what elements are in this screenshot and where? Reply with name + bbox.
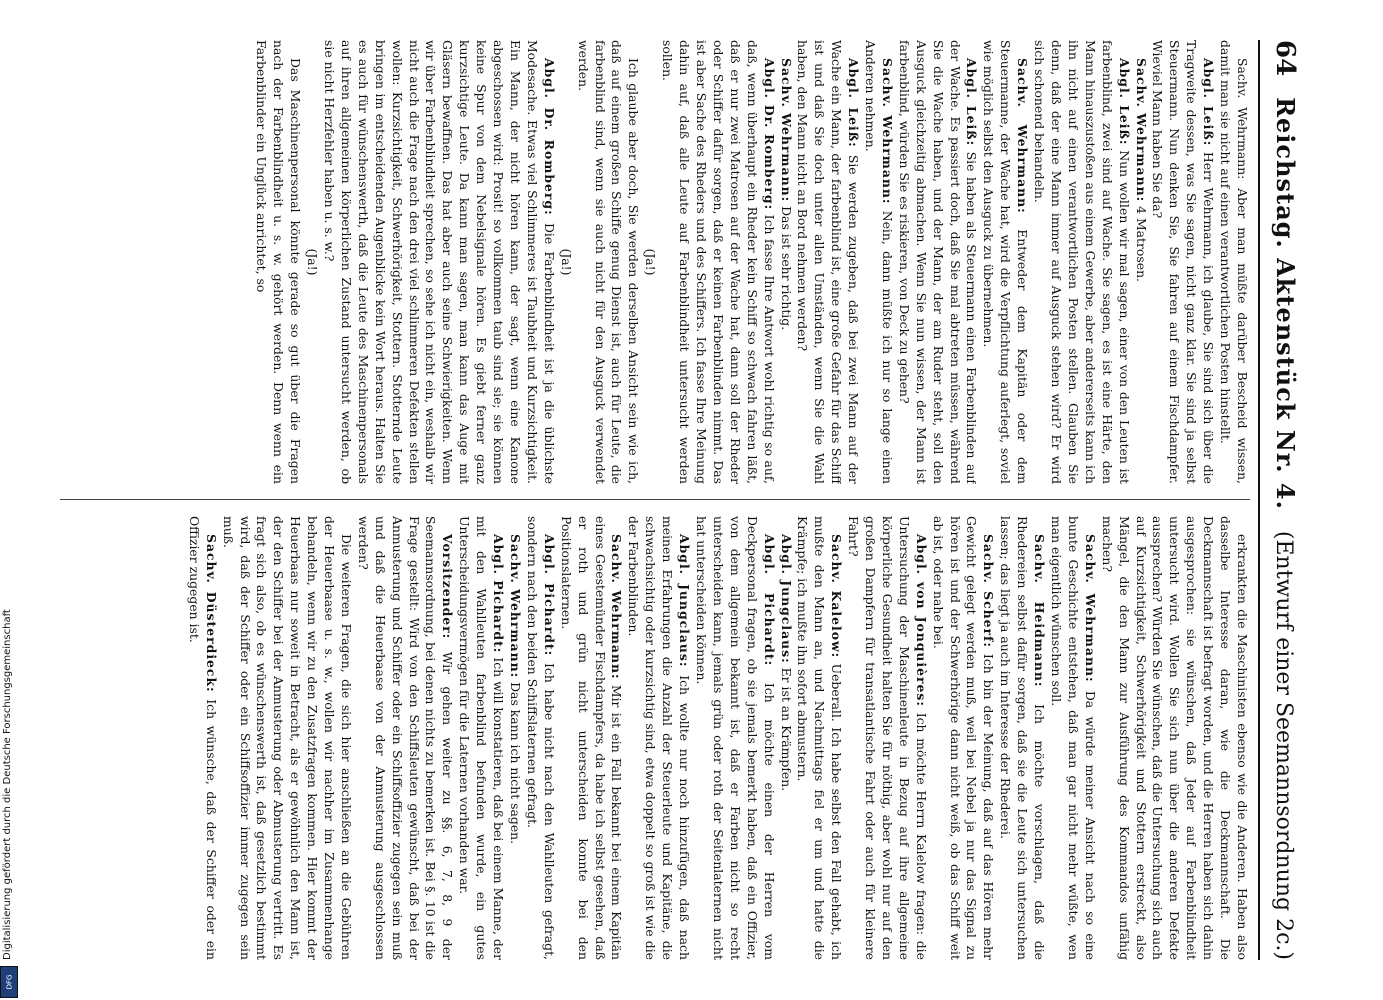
paragraph-text: Die Farbenblindheit ist ja die üblichste Modesache. Etwas viel Schlimmeres ist Taubheit und Kurzsichtigkeit. Ein Mann, der nicht hören kann, der sagt, wenn eine Kanone abgeschossen wird: Prosit! so vollkommen taub sind sie; sie können keine Spur von dem Nebelsignale hören. Es giebt ferner ganz kurzsichtige Leute. Da kann man sagen, man kann das Auge mit Gläsern bewaffnen. Das hat aber auch seine Schwierigkeiten. Wenn wir über Farbenblindheit sprechen, so sehe ich nicht ein, weshalb wir nicht auch die Frage nach den drei viel schlimmeren Defekten stellen wollen: Kurzsichtigkeit, Schwerhörigkeit, Stottern. Stotternde Leute bringen im entscheidenden Augenblicke kein Wort heraus. Halten Sie es auch für wünschenswerth, daß die Leute des Maschinenpersonals auf ihren allgemeinen körperlichen Zustand untersucht werden, ob sie nicht Herzfehler haben u. s. w.? [322, 40, 557, 484]
speaker-name: Vorsitzender: [440, 534, 456, 640]
paragraph [844, 516, 929, 960]
paragraph [320, 40, 557, 484]
speaker-name: Sachv. Wehrmann: [508, 534, 524, 679]
speaker-name: Sachv. Wehrmann: [1133, 58, 1149, 203]
dfg-logo-text: DFG [5, 974, 13, 990]
speaker-name: Abgl. Leiß: [1116, 58, 1132, 146]
paragraph-text: Die weiteren Fragen, die sich hier anschließen an die Gebühren der Heuerbaase u. s. w., wollen wir nachher im Zusammenhange behandeln, wenn wir zu den Zusatzfragen kommen. Hier kommt der Heuerbaas nur soweit in Betracht, als er gewöhnlich den Mann ist, der den Schiffer bei der Anmusterung oder Abmusterung vertritt. Es fragt sich also, ob es wünschenswerth ist, daß gesetzlich bestimmt wird, daß der Schiffer oder ein Schiffsoffizier immer zugegen sein muß. [220, 516, 354, 960]
paragraph-text: Da würde meiner Ansicht nach so eine bunte Geschichte entstehen, daß man gar nicht mehr wüßte, wen man eigentlich wünschen soll. [1049, 516, 1098, 960]
speaker-name: Sachv. Wehrmann: [609, 534, 625, 680]
paragraph-text: Ich will konstatieren, daß bei einem Manne, der mit den Wahlleuten farbenblind befunden wurde, ein gutes Unterscheidungsvermögen für die Laternen vorhanden war. [457, 516, 507, 960]
paragraph-text: Nun wollen wir mal sagen, einer von den Leuten ist farbenblind, zwei sind auf Wache. Sie sagen, es ist eine Härte, den Mann hinauszustoßen aus einem Gewerbe, aber andererseits kann ich ihn nicht auf einen verantwortlichen Posten stellen. Glauben Sie denn, daß der eine Mann immer auf Ausguck stehen wird? Er wird sich schonend behandeln. [1032, 40, 1132, 484]
paragraph [861, 40, 895, 484]
column-divider [60, 499, 1250, 500]
paragraph-text: Ich möchte Herrn Kalelow fragen: die Untersuchung der Maschinenleute in Bezug auf ihre allgemeine körperliche Gesundheit halten Sie für nöthig, aber wohl nur auf den großen Dampfern für transatlantische Fahrt oder auch für kleinere Fahrt? [846, 516, 929, 960]
page-header [1258, 40, 1300, 960]
paragraph [523, 516, 557, 960]
paragraph [303, 40, 320, 484]
paragraph-text: Das ist sehr richtig. [778, 206, 794, 331]
speaker-name: Sachv. Wehrmann: [1082, 534, 1098, 683]
paragraph-text: Mir ist ein Fall bekannt bei einem Kapitän eines Geestemünder Fischdampfers, da habe ich selbst gesehen, daß er roth und grün nicht unterscheiden konnte bei den Positionslaternen. [558, 516, 625, 960]
speaker-name: Abgl. Jungclaus: [677, 534, 693, 668]
paragraph-text: Wir gehen weiter zu §§. 6, 7, 8, 9 der Seemannsordnung, bei denen nichts zu bemerken ist. Bei §. 10 ist die Frage gestellt: Wird von den Schiffsleuten gewünscht, daß bei der Anmusterung und Schiffer oder ein Schiffsoffizier zugegen sein muß und daß die Heuerbaase von der Anmusterung ausgeschlossen werden? [355, 516, 456, 960]
speaker-name: Sachv. Scherf: [981, 534, 997, 648]
speaker-name: Abgl. Pichardt: [541, 534, 557, 657]
page-subtitle: (Entwurf einer Seemannsordnung 2c.) [1271, 530, 1296, 960]
digitization-note [2, 600, 16, 1000]
speaker-name: Abgl. Leiß: [1201, 58, 1217, 147]
paragraph [574, 40, 642, 484]
paragraph-text: Das Maschinenpersonal könnte gerade so gut über die Fragen nach der Farbenblindheit u. s. w. gehört werden. Denn wenn ein Farbenblinder ein Unglück anrichtet, so [254, 40, 304, 484]
paragraph-text: Ich habe nicht nach den Wahlleuten gefragt, sondern nach den beiden Schiffslaternen gefragt. [524, 516, 557, 960]
paragraph [1216, 40, 1250, 484]
paragraph-text: Ich bin der Meinung, daß auf das Hören mehr Gewicht gelegt werden muß, weil bei Nebel ja nur das Signal zu hören ist und der Schwerhörige dann nicht weiß, ob das Schiff weit ab ist, oder nahe bei. [930, 516, 997, 960]
speaker-name: Abgl. Pichardt: [491, 534, 507, 654]
speaker-name: Abgl. Dr. Romberg: [761, 58, 777, 211]
speaker-name: Sachv. Wehrmann: [879, 58, 895, 205]
paragraph [658, 40, 776, 484]
paragraph-text: (Ja!) [558, 248, 574, 276]
paragraph-text: 4 Matrosen. [1133, 206, 1149, 282]
paragraph [455, 516, 506, 960]
speaker-name: Abgl. Jungclaus: [778, 534, 794, 664]
text-column-left [60, 40, 1250, 484]
paragraph [506, 516, 523, 960]
paragraph [1098, 516, 1250, 960]
paragraph [557, 40, 574, 484]
paragraph-text: Ich wollte nur noch hinzufügen, daß nach meinen Erfahrungen die Anzahl der Steuerleute und Kapitäne, die schwachsichtig oder kurzsichtig sind, etwa doppelt so groß ist wie die der Farbenblinden. [626, 516, 693, 960]
paragraph [794, 516, 845, 960]
text-column-right [60, 516, 1250, 960]
speaker-name: Sachv. Wehrmann: [778, 58, 794, 203]
document-page [40, 0, 1310, 1000]
speaker-name: Sachv. Düsterdieck: [203, 534, 219, 693]
paragraph-text: Ich möchte einen der Herren vom Deckpersonal fragen, ob sie jemals bemerkt haben, daß ein Offizier, von dem allgemein bekannt ist, daß er Farben nicht so recht unterscheiden kann, jemals grün oder roth der Seitenlaternen nicht hat unterscheiden können. [694, 516, 777, 960]
speaker-name: Sachv. Heidmann: [1032, 534, 1048, 688]
paragraph [219, 516, 354, 960]
paragraph [185, 516, 219, 960]
paragraph [1030, 40, 1131, 484]
speaker-name: Abgl. Pichardt: [761, 534, 777, 667]
paragraph [253, 40, 304, 484]
page-number: 64 [1270, 40, 1300, 77]
speaker-name: Abgl. von Jonquières: [913, 534, 929, 707]
paragraph-text: Sie haben als Steuermann einen Farbenblinden auf der Wache. Es passiert doch, daß Sie mal abtreten müssen, während Sie die Wache haben, und der Mann, der am Ruder steht, soll den Ausguck gleichzeitig abmachen. Wenn Sie nun wissen, der Mann ist farbenblind, würden Sie es riskieren, von Deck zu gehen? [896, 40, 980, 484]
paragraph-text: Entweder dem Kapitän oder dem Steuermanne, der Wache hat, wird die Verpflichtung auferlegt, soviel wie möglich selbst den Ausguck zu übernehmen. [981, 40, 1031, 484]
paragraph [996, 516, 1047, 960]
paragraph [929, 516, 997, 960]
paragraph [354, 516, 455, 960]
paragraph-text: Ich fasse Ihre Antwort wohl richtig so auf, daß, wenn überhaupt ein Rheder kein Schiff so schwach fahren läßt, daß er nur zwei Matrosen auf der Wache hat, dann soll der Rheder oder Schiffer dafür sorgen, daß er keinen Farbenblinden nimmt. Das ist aber Sache des Rheders und des Schiffers. Ich fasse Ihre Meinung dahin auf, daß alle Leute auf Farbenblindheit untersucht werden sollen. [660, 40, 777, 484]
paragraph [641, 40, 658, 484]
speaker-name: Abgl. Leiß: [964, 58, 980, 147]
paragraph [777, 516, 794, 960]
paragraph [1132, 40, 1149, 484]
paragraph [980, 40, 1031, 484]
paragraph [794, 40, 862, 484]
paragraph [1047, 516, 1098, 960]
paragraph [777, 40, 794, 484]
paragraph [624, 516, 692, 960]
speaker-name: Abgl. Dr. Romberg: [541, 58, 557, 216]
paragraph-text: Das kann ich nicht sagen. [508, 682, 524, 845]
paragraph-text: (Ja!) [305, 248, 321, 276]
paragraph [895, 40, 980, 484]
paragraph-text: Ich möchte vorschlagen, daß die Rhedereien selbst dafür sorgen, daß sie die Leute sich untersuchen lassen; das liegt ja auch im Interesse der Rhederei. [998, 516, 1048, 960]
paragraph-text: Sachv. Wehrmann: Aber man müßte darüber Bescheid wissen, damit man sie nicht auf einen verantwortlichen Posten hinstellt. [1218, 40, 1250, 484]
paragraph-text: Herr Wehrmann, ich glaube, Sie sind sich über die Tragweite dessen, was Sie sagen, nicht ganz klar. Sie sind ja selbst Steuermann. Nun denken Sie, Sie fahren auf einem Fischdampfer. Wieviel Mann haben Sie da? [1150, 40, 1217, 484]
page-title: Reichstag. Aktenstück Nr. 4. [1271, 97, 1300, 510]
paragraph-text: Ueberall. Ich habe selbst den Fall gehabt, ich mußte den Mann an, und Nachmittags fiel er um und hatte die Krämpfe; ich mußte ihn sofort abmustern. [795, 516, 845, 960]
paragraph [1149, 40, 1217, 484]
paragraph-text: Nein, dann müßte ich nur so lange einen Anderen nehmen. [863, 40, 895, 484]
speaker-name: Abgl. Leiß: [846, 58, 862, 148]
digitization-text: Digitalisierung gefördert durch die Deutsche Forschungsgemeinschaft [2, 609, 13, 960]
paragraph-text: (Ja!) [643, 248, 659, 276]
paragraph [557, 516, 625, 960]
paragraph-text: erkrankten die Maschinisten ebenso wie die Anderen. Haben also dasselbe Interesse daran, wie die Deckmannschaft. Die Deckmannschaft ist befragt worden, und die Herren haben sich dahin ausgesprochen: sie wünschen, daß Jeder auf Farbenblindheit untersucht wird. Wollen Sie sich nun über die anderen Defekte aussprechen? Würden Sie wünschen, daß die Untersuchung sich auch auf Kurzsichtigkeit, Schwerhörigkeit und Stottern erstreckt, also Mängel, die den Mann zur Ausführung des Kommandos unfähig machen? [1099, 516, 1250, 960]
paragraph-text: Ich glaube aber doch, Sie werden derselben Ansicht sein wie ich, daß auf einem großen Schiffe genug Dienst ist, auch für Leute, die farbenblind sind, wenn sie auch nicht für den Ausguck verwendet werden. [575, 40, 642, 484]
dfg-logo [0, 966, 18, 998]
speaker-name: Sachv. Wehrmann: [1015, 58, 1031, 214]
speaker-name: Sachv. Kalelow: [829, 534, 845, 659]
paragraph-text: Sie werden zugeben, daß bei zwei Mann auf der Wache ein Mann, der farbenblind ist, eine große Gefahr für das Schiff ist und daß Sie doch unter allen Umständen, wenn Sie die Wahl haben, den Mann nicht an Bord nehmen werden? [795, 40, 862, 484]
paragraph-text: Ich wünsche, daß der Schiffer oder ein Offizier zugegen ist. [186, 516, 219, 960]
paragraph [692, 516, 777, 960]
paragraph-text: Er ist an Krämpfen. [778, 667, 794, 792]
